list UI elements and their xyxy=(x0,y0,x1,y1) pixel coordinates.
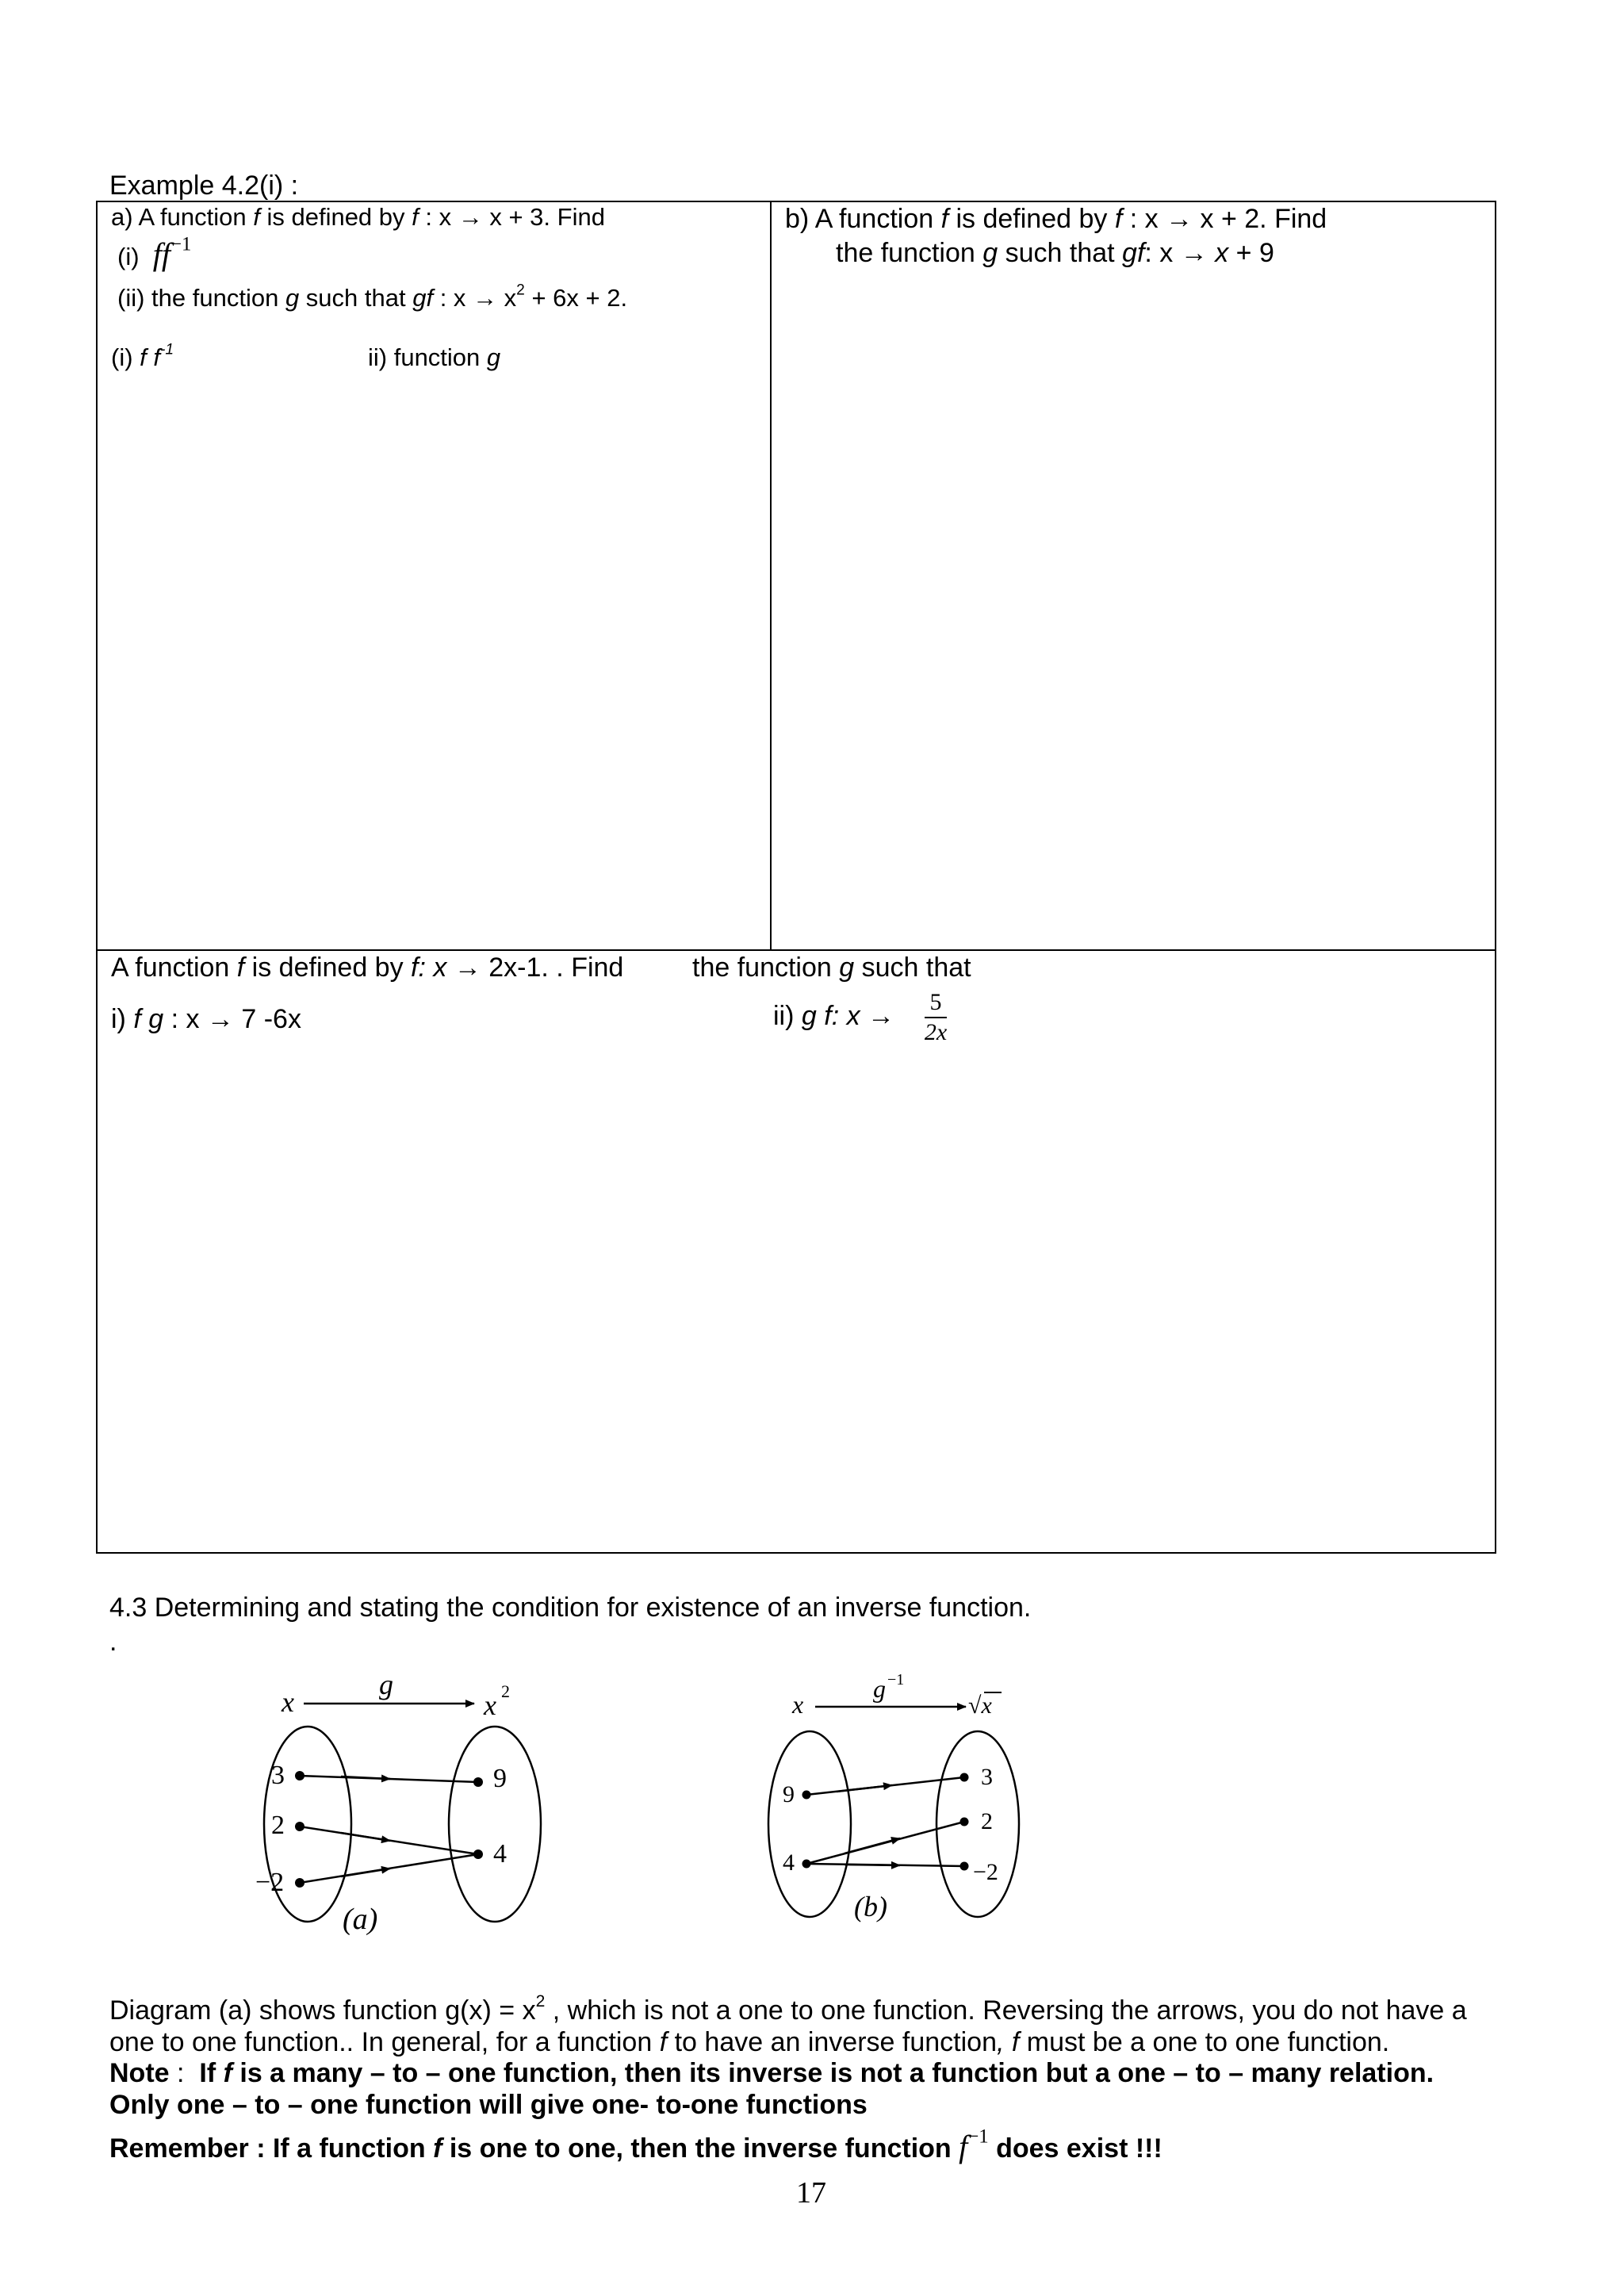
part-b-question: b) A function f is defined by f : x → x + 2. Find xyxy=(785,204,1327,234)
part-c-question: A function f is defined by f: x → 2x-1. . Find xyxy=(111,953,624,983)
codomain-oval-a xyxy=(449,1727,541,1922)
section-4-3-heading: 4.3 Determining and stating the condition for existence of an inverse function. xyxy=(109,1593,1032,1623)
codomain-label-a: x xyxy=(484,1689,496,1721)
part-c-condition: the function g such that xyxy=(692,953,971,983)
note-line: Note : If f is a many – to – one function, then its inverse is not a function but a one – to – many relation. xyxy=(109,2058,1434,2088)
remember-line: Remember : If a function f is one to one, then the inverse function $f^{-1}$ does exist !!! xyxy=(109,2125,1162,2164)
left-value: −2 xyxy=(255,1868,285,1897)
right-value: −2 xyxy=(973,1859,998,1885)
part-c-item-i: i) f g : x → 7 -6x xyxy=(111,1004,301,1034)
caption-a: (a) xyxy=(343,1903,378,1936)
paragraph-line-1: Diagram (a) shows function $g(x) = x^2$ , which is not a one to one function. Reversing the arrows, you do not have a xyxy=(109,1992,1467,2026)
section-4-3-dot: . xyxy=(109,1627,117,1657)
mapping-diagram-a xyxy=(222,1665,563,1951)
left-value: 4 xyxy=(783,1849,795,1876)
codomain-label-b: √x xyxy=(968,1692,992,1719)
part-a-answer-i: (i) f $f^{-1}$ xyxy=(111,341,174,371)
part-a-answer-ii: ii) function g xyxy=(368,343,501,371)
codomain-sup-a: 2 xyxy=(501,1681,510,1701)
caption-b: (b) xyxy=(854,1891,887,1922)
left-value: 9 xyxy=(783,1781,795,1807)
right-value: 3 xyxy=(981,1764,993,1790)
domain-oval-b xyxy=(768,1731,851,1917)
part-a-question: a) A function f is defined by f : x → x + 3. Find xyxy=(111,203,605,231)
right-value: 2 xyxy=(981,1808,993,1834)
right-value: 4 xyxy=(493,1839,507,1869)
domain-label-a: x xyxy=(282,1686,294,1718)
cell-part-b xyxy=(770,201,1496,951)
part-b-condition: the function g such that gf: x → x + 9 xyxy=(836,238,1274,268)
codomain-oval-b xyxy=(936,1731,1019,1917)
page-number: 17 xyxy=(796,2176,826,2210)
part-a-item-ii: (ii) the function g such that gf : $x \to x^2 + 6x + 2$. xyxy=(117,282,628,312)
only-one-to-one-line: Only one – to – one function will give one- to-one functions xyxy=(109,2090,868,2120)
arrow-label-a: g xyxy=(379,1669,393,1700)
paragraph-line-2: one to one function.. In general, for a function f to have an inverse function, f must be a one to one function. xyxy=(109,2027,1390,2057)
domain-label-b: x xyxy=(792,1690,804,1719)
left-value: 2 xyxy=(271,1811,285,1840)
part-c-item-ii: ii) g f: x → $\frac{5}{2x}$ xyxy=(773,989,948,1045)
fraction-5-over-2x: $\frac{5}{2x}$ xyxy=(924,989,948,1045)
left-value: 3 xyxy=(271,1761,285,1790)
arrow-label-b: g xyxy=(873,1674,886,1703)
part-a-item-i: (i) $ff^{-1}$ xyxy=(117,233,192,272)
right-value: 9 xyxy=(493,1764,507,1793)
mapping-diagram-b xyxy=(741,1665,1043,1935)
example-heading: Example 4.2(i) : xyxy=(109,171,299,201)
arrow-sup-b: −1 xyxy=(887,1671,905,1688)
